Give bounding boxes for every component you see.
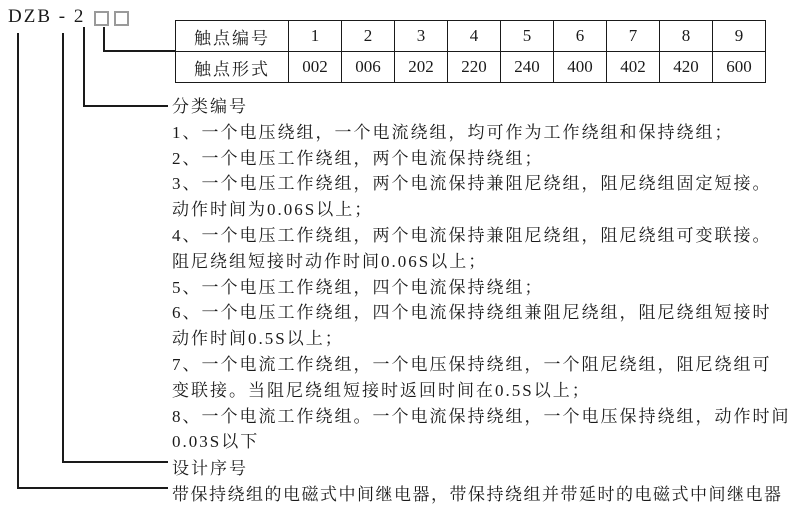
contact-form-cell: 220 — [448, 52, 501, 83]
contact-form-cell: 240 — [501, 52, 554, 83]
contact-number-cell: 1 — [289, 21, 342, 52]
contact-number-cell: 3 — [395, 21, 448, 52]
classification-line: 变联接。当阻尼绕组短接时返回时间在0.5S以上； — [172, 380, 591, 400]
leader-line-design-serial — [63, 33, 168, 462]
contact-number-cell: 6 — [554, 21, 607, 52]
contact-number-cell: 9 — [713, 21, 766, 52]
classification-digit-box — [94, 11, 109, 26]
classification-line: 7、一个电流工作绕组，一个电压保持绕组，一个阻尼绕组，阻尼绕组可 — [172, 354, 772, 374]
design-serial-label: 设计序号 — [172, 459, 248, 478]
contact-number-cell: 7 — [607, 21, 660, 52]
leader-line-relay-type — [18, 33, 168, 488]
classification-line: 3、一个电压工作绕组，两个电流保持兼阻尼绕组，阻尼绕组固定短接。 — [172, 174, 772, 194]
contact-form-cell: 002 — [289, 52, 342, 83]
classification-line: 5、一个电压工作绕组，四个电流保持绕组； — [172, 277, 544, 297]
leader-line-classification — [84, 27, 168, 106]
classification-line: 8、一个电流工作绕组。一个电流保持绕组，一个电压保持绕组，动作时间 — [172, 406, 791, 426]
classification-line: 4、一个电压工作绕组，两个电流保持兼阻尼绕组，阻尼绕组可变联接。 — [172, 225, 772, 245]
contact-digit-box — [114, 11, 129, 26]
contact-form-table — [175, 20, 766, 83]
classification-line: 0.03S以下 — [172, 432, 260, 452]
relay-type-description: 带保持绕组的电磁式中间继电器，带保持绕组并带延时的电磁式中间继电器 — [172, 485, 783, 504]
contact-form-cell: 402 — [607, 52, 660, 83]
contact-number-cell: 5 — [501, 21, 554, 52]
contact-number-cell: 2 — [342, 21, 395, 52]
classification-line: 动作时间0.5S以上； — [172, 329, 344, 349]
contact-number-cell: 4 — [448, 21, 501, 52]
contact-form-cell: 400 — [554, 52, 607, 83]
contact-form-cell: 600 — [713, 52, 766, 83]
classification-section — [172, 94, 791, 455]
classification-heading: 分类编号 — [172, 97, 248, 116]
contact-form-label: 触点形式 — [176, 52, 289, 83]
leader-line-contact-table — [104, 27, 176, 51]
contact-number-row — [176, 21, 766, 52]
contact-form-cell: 202 — [395, 52, 448, 83]
contact-number-label: 触点编号 — [176, 21, 289, 52]
contact-form-cell: 006 — [342, 52, 395, 83]
model-prefix: DZB - 2 — [8, 6, 86, 27]
classification-line: 2、一个电压工作绕组，两个电流保持绕组； — [172, 148, 544, 168]
contact-number-cell: 8 — [660, 21, 713, 52]
contact-form-row — [176, 52, 766, 83]
classification-line: 阻尼绕组短接时动作时间0.06S以上； — [172, 251, 488, 271]
classification-line: 6、一个电压工作绕组，四个电流保持绕组兼阻尼绕组，阻尼绕组短接时 — [172, 303, 772, 323]
model-code — [8, 6, 129, 28]
classification-line: 1、一个电压绕组，一个电流绕组，均可作为工作绕组和保持绕组； — [172, 122, 734, 142]
contact-form-cell: 420 — [660, 52, 713, 83]
classification-line: 动作时间为0.06S以上； — [172, 200, 374, 220]
